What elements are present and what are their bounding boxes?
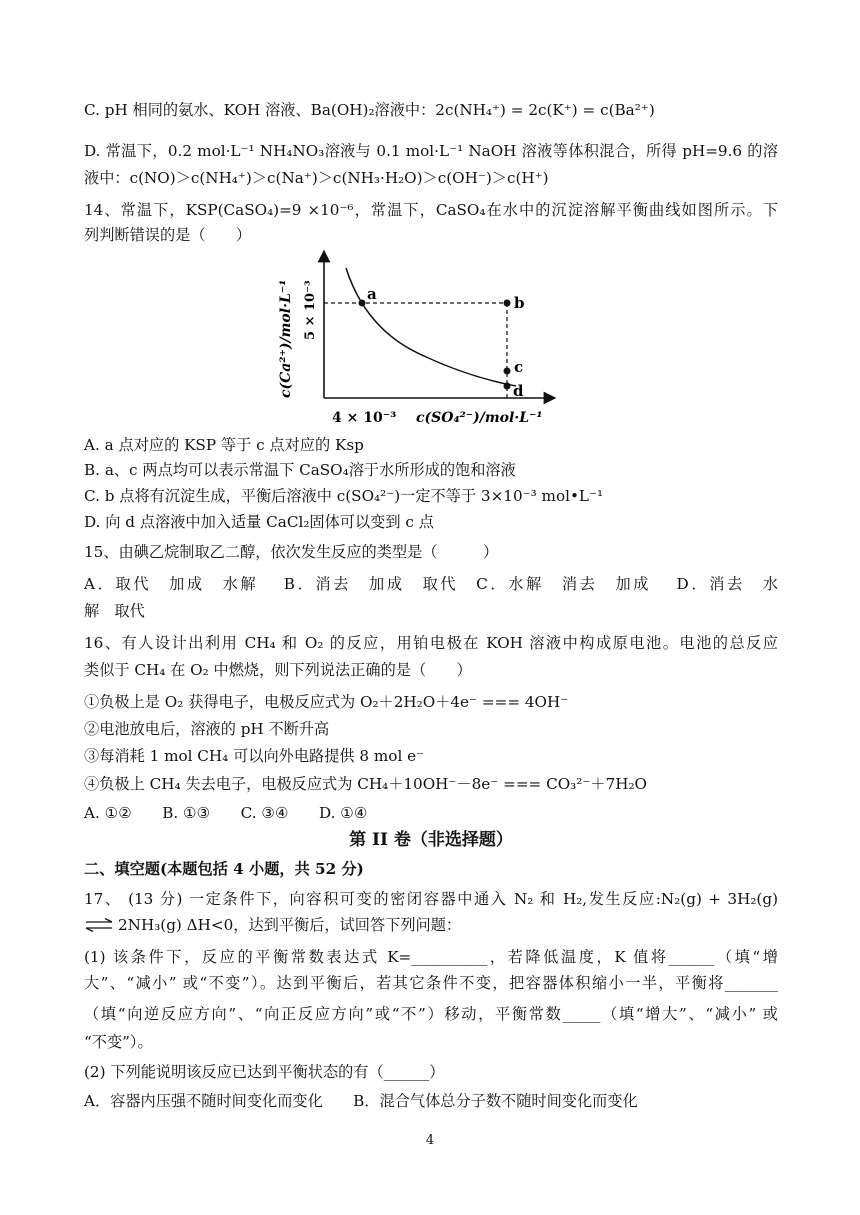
question-16-statement-4: ④负极上 CH₄ 失去电子，电极反应式为 CH₄＋10OH⁻－8e⁻ === CO₃²⁻＋7H₂O xyxy=(84,775,648,793)
page-number: 4 xyxy=(425,1133,435,1148)
section-title: 第 II 卷（非选择题） xyxy=(349,830,513,850)
question-16-statement-2: ②电池放电后，溶液的 pH 不断升高 xyxy=(84,720,330,738)
question-14-option-c: C. b 点将有沉淀生成，平衡后溶液中 c(SO₄²⁻)一定不等于 3×10⁻³ mol•L⁻¹ xyxy=(84,487,604,505)
x-axis-tick-label: 4 × 10⁻³ xyxy=(332,410,397,426)
question-15-options: A．取代 加成 水解 B．消去 加成 取代 C．水解 消去 加成 D．消去 水 xyxy=(84,575,778,593)
question-17-line-6: “不变”）。 xyxy=(84,1033,153,1051)
question-16-statement-1: ①负极上是 O₂ 获得电子，电极反应式为 O₂＋2H₂O＋4e⁻ === 4OH⁻ xyxy=(84,693,569,711)
question-16-line-2: 类似于 CH₄ 在 O₂ 中燃烧，则下列说法正确的是（ ） xyxy=(84,661,472,679)
question-14-line-2: 列判断错误的是（ ） xyxy=(84,226,252,244)
option-c-line: C. pH 相同的氨水、KOH 溶液、Ba(OH)₂溶液中：2c(NH₄⁺) = 2c(K⁺) = c(Ba²⁺) xyxy=(84,101,655,119)
question-17-line-2: 2NH₃(g) ΔH<0，达到平衡后，试回答下列问题： xyxy=(118,916,462,934)
point-c-marker xyxy=(504,368,511,375)
point-d-marker xyxy=(504,383,511,390)
question-14-option-b: B. a、c 两点均可以表示常温下 CaSO₄溶于水所形成的饱和溶液 xyxy=(84,461,516,479)
option-d-line-1: D. 常温下，0.2 mol·L⁻¹ NH₄NO₃溶液与 0.1 mol·L⁻¹ NaOH 溶液等体积混合，所得 pH=9.6 的溶 xyxy=(84,142,778,160)
question-15-options-cont: 解 取代 xyxy=(84,602,145,620)
question-17-line-5: （填“向逆反应方向”、“向正反应方向”或“不”）移动，平衡常数_____（填“增大”、“减小” 或 xyxy=(84,1005,778,1023)
question-17-line-1: 17、 (13 分) 一定条件下，向容积可变的密闭容器中通入 N₂ 和 H₂,发生反应:N₂(g) + 3H₂(g) xyxy=(84,890,778,908)
point-c-label: c xyxy=(514,358,524,376)
x-axis-label: c(SO₄²⁻)/mol·L⁻¹ xyxy=(416,410,543,426)
question-17-line-7: (2) 下列能说明该反应已达到平衡状态的有（______） xyxy=(84,1063,445,1081)
question-14-option-d: D. 向 d 点溶液中加入适量 CaCl₂固体可以变到 c 点 xyxy=(84,513,434,531)
question-17-line-8: A．容器内压强不随时间变化而变化 B．混合气体总分子数不随时间变化而变化 xyxy=(84,1092,638,1110)
point-a-marker xyxy=(359,300,366,307)
question-14-line-1: 14、常温下，KSP(CaSO₄)=9 ×10⁻⁶，常温下，CaSO₄在水中的沉淀溶解平衡曲线如图所示。下 xyxy=(84,201,778,219)
point-b-marker xyxy=(504,300,511,307)
point-a-label: a xyxy=(367,285,377,303)
equilibrium-arrow-icon xyxy=(84,918,114,932)
question-16-line-1: 16、有人设计出利用 CH₄ 和 O₂ 的反应，用铂电极在 KOH 溶液中构成原电池。电池的总反应 xyxy=(84,634,778,652)
question-17-line-3: (1) 该条件下，反应的平衡常数表达式 K=__________，若降低温度，K 值将______（填“增 xyxy=(84,948,778,966)
y-axis-tick-label: 5 × 10⁻³ xyxy=(303,280,318,340)
point-b-label: b xyxy=(514,294,525,312)
question-17-line-4: 大”、“减小” 或“不变”）。达到平衡后，若其它条件不变，把容器体积缩小一半，平衡将_______ xyxy=(84,974,778,992)
y-axis-label: c(Ca²⁺)/mol·L⁻¹ xyxy=(278,279,294,398)
option-d-line-2: 液中：c(NO)＞c(NH₄⁺)＞c(Na⁺)＞c(NH₃·H₂O)＞c(OH⁻)＞c(H⁺) xyxy=(84,169,549,187)
solubility-curve-graph xyxy=(254,248,604,434)
question-15-stem: 15、由碘乙烷制取乙二醇，依次发生反应的类型是（ ） xyxy=(84,543,499,561)
point-d-label: d xyxy=(513,382,524,400)
part-two-heading: 二、填空题(本题包括 4 小题，共 52 分) xyxy=(84,860,364,878)
question-14-option-a: A. a 点对应的 KSP 等于 c 点对应的 Ksp xyxy=(84,436,364,454)
question-16-answer-options: A. ①② B. ①③ C. ③④ D. ①④ xyxy=(84,804,368,822)
question-16-statement-3: ③每消耗 1 mol CH₄ 可以向外电路提供 8 mol e⁻ xyxy=(84,747,425,765)
